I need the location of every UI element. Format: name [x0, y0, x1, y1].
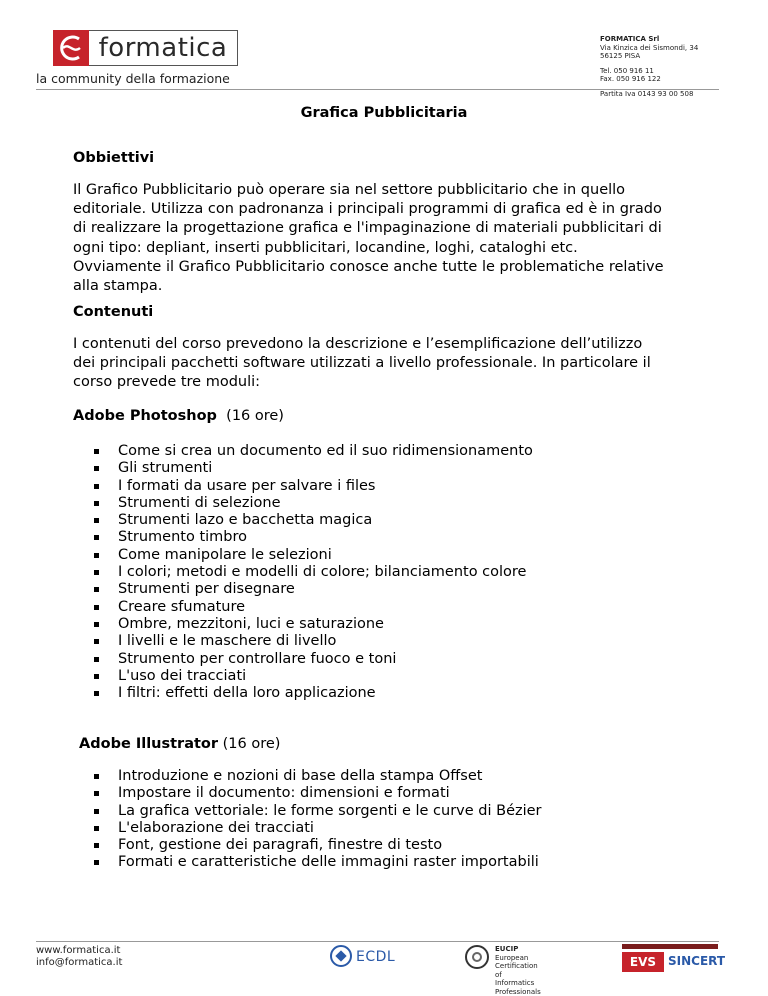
objectives-line: Ovviamente il Grafico Pubblicitario conosce anche tutte le problematiche relative: [73, 258, 664, 275]
eucip-line1: European Certification of: [495, 953, 538, 979]
list-item: Gli strumenti: [73, 460, 533, 477]
objectives-line: Il Grafico Pubblicitario può operare sia nel settore pubblicitario che in quello: [73, 182, 626, 198]
footer-website-link[interactable]: www.formatica.it: [36, 945, 121, 956]
objectives-heading: Obbiettivi: [73, 150, 155, 166]
module-illustrator-name: Adobe Illustrator: [79, 736, 219, 752]
list-item: Ombre, mezzitoni, luci e saturazione: [73, 616, 533, 633]
module-illustrator-list: [73, 768, 542, 872]
list-item: Come manipolare le selezioni: [73, 547, 533, 564]
bullet-square-icon: [94, 657, 99, 662]
footer-contacts: [36, 945, 122, 969]
cert-evs-mark: EVS: [622, 952, 664, 972]
list-item: Strumenti di selezione: [73, 495, 533, 512]
eucip-line2: Informatics Professionals: [495, 979, 541, 996]
eucip-title: EUCIP: [495, 945, 519, 953]
company-address-line2: 56125 PISA: [600, 52, 641, 60]
certification-bar: [622, 944, 718, 949]
list-item: Come si crea un documento ed il suo ridimensionamento: [73, 443, 533, 460]
objectives-paragraph: [73, 181, 713, 296]
contents-heading: Contenuti: [73, 304, 154, 320]
objectives-line: alla stampa.: [73, 278, 163, 295]
contents-line: dei principali pacchetti software utilizzati a livello professionale. In particolare il: [73, 355, 651, 372]
bullet-square-icon: [94, 809, 99, 814]
list-item: Impostare il documento: dimensioni e formati: [73, 785, 542, 802]
bullet-square-icon: [94, 587, 99, 592]
bullet-square-icon: [94, 501, 99, 506]
certification-logo: [622, 944, 726, 974]
footer-email-link[interactable]: info@formatica.it: [36, 957, 123, 968]
list-item: I livelli e le maschere di livello: [73, 633, 533, 650]
objectives-line: di realizzare la progettazione grafica e l'impaginazione di materiali pubblicitari di: [73, 220, 662, 237]
company-tel: Tel. 050 916 11: [600, 66, 654, 75]
eucip-ring-icon: [465, 945, 489, 969]
module-photoshop-hours: (16 ore): [226, 408, 284, 424]
bullet-square-icon: [94, 553, 99, 558]
bullet-square-icon: [94, 791, 99, 796]
ecdl-globe-icon: [330, 945, 352, 967]
bullet-square-icon: [94, 674, 99, 679]
contents-line: corso prevede tre moduli:: [73, 374, 261, 391]
logo-wordmark: formatica: [89, 30, 238, 66]
module-photoshop-list: [73, 443, 533, 702]
cert-sincert-mark: SINCERT: [668, 954, 726, 968]
eucip-text: [495, 945, 541, 996]
list-item: Strumenti per disegnare: [73, 581, 533, 598]
bullet-square-icon: [94, 639, 99, 644]
list-item: I colori; metodi e modelli di colore; bilanciamento colore: [73, 564, 533, 581]
list-item: Font, gestione dei paragrafi, finestre di testo: [73, 837, 542, 854]
bullet-square-icon: [94, 605, 99, 610]
company-fax: Fax. 050 916 122: [600, 75, 661, 83]
formatica-logo: [53, 30, 239, 66]
bullet-square-icon: [94, 466, 99, 471]
bullet-square-icon: [94, 691, 99, 696]
bullet-square-icon: [94, 518, 99, 523]
document-title: Grafica Pubblicitaria: [300, 105, 468, 121]
module-photoshop-name: Adobe Photoshop: [73, 408, 217, 424]
module-illustrator-hours: (16 ore): [222, 736, 281, 752]
list-item: Strumento per controllare fuoco e toni: [73, 651, 533, 668]
bullet-square-icon: [94, 449, 99, 454]
list-item: Creare sfumature: [73, 599, 533, 616]
bullet-square-icon: [94, 622, 99, 627]
list-item: Strumenti lazo e bacchetta magica: [73, 512, 533, 529]
tagline: la community della formazione: [36, 71, 230, 86]
list-item: L'elaborazione dei tracciati: [73, 820, 542, 837]
bullet-square-icon: [94, 535, 99, 540]
contents-line: I contenuti del corso prevedono la descrizione e l’esemplificazione dell’utilizzo: [73, 336, 643, 352]
objectives-line: editoriale. Utilizza con padronanza i principali programmi di grafica ed è in grado: [73, 201, 662, 218]
list-item: Formati e caratteristiche delle immagini raster importabili: [73, 854, 542, 871]
list-item: Strumento timbro: [73, 529, 533, 546]
bullet-square-icon: [94, 860, 99, 865]
module-photoshop-heading: [73, 408, 284, 424]
list-item: La grafica vettoriale: le forme sorgenti e le curve di Bézier: [73, 803, 542, 820]
objectives-line: ogni tipo: depliant, inserti pubblicitari, locandine, loghi, cataloghi etc.: [73, 239, 578, 256]
list-item: L'uso dei tracciati: [73, 668, 533, 685]
formatica-logo-mark-icon: [53, 30, 89, 66]
list-item: Introduzione e nozioni di base della stampa Offset: [73, 768, 542, 785]
bullet-square-icon: [94, 484, 99, 489]
bullet-square-icon: [94, 826, 99, 831]
list-item: I filtri: effetti della loro applicazione: [73, 685, 533, 702]
ecdl-label: ECDL: [356, 949, 396, 965]
bullet-square-icon: [94, 774, 99, 779]
bullet-square-icon: [94, 843, 99, 848]
header-divider: [36, 89, 719, 90]
company-vat: Partita Iva 0143 93 00 508: [600, 89, 694, 98]
contents-paragraph: [73, 335, 713, 393]
footer-divider: [36, 941, 719, 942]
company-name: FORMATICA Srl: [600, 35, 660, 43]
bullet-square-icon: [94, 570, 99, 575]
company-address-line1: Via Kinzica dei Sismondi, 34: [600, 43, 699, 52]
module-illustrator-heading: [79, 736, 280, 752]
list-item: I formati da usare per salvare i files: [73, 478, 533, 495]
